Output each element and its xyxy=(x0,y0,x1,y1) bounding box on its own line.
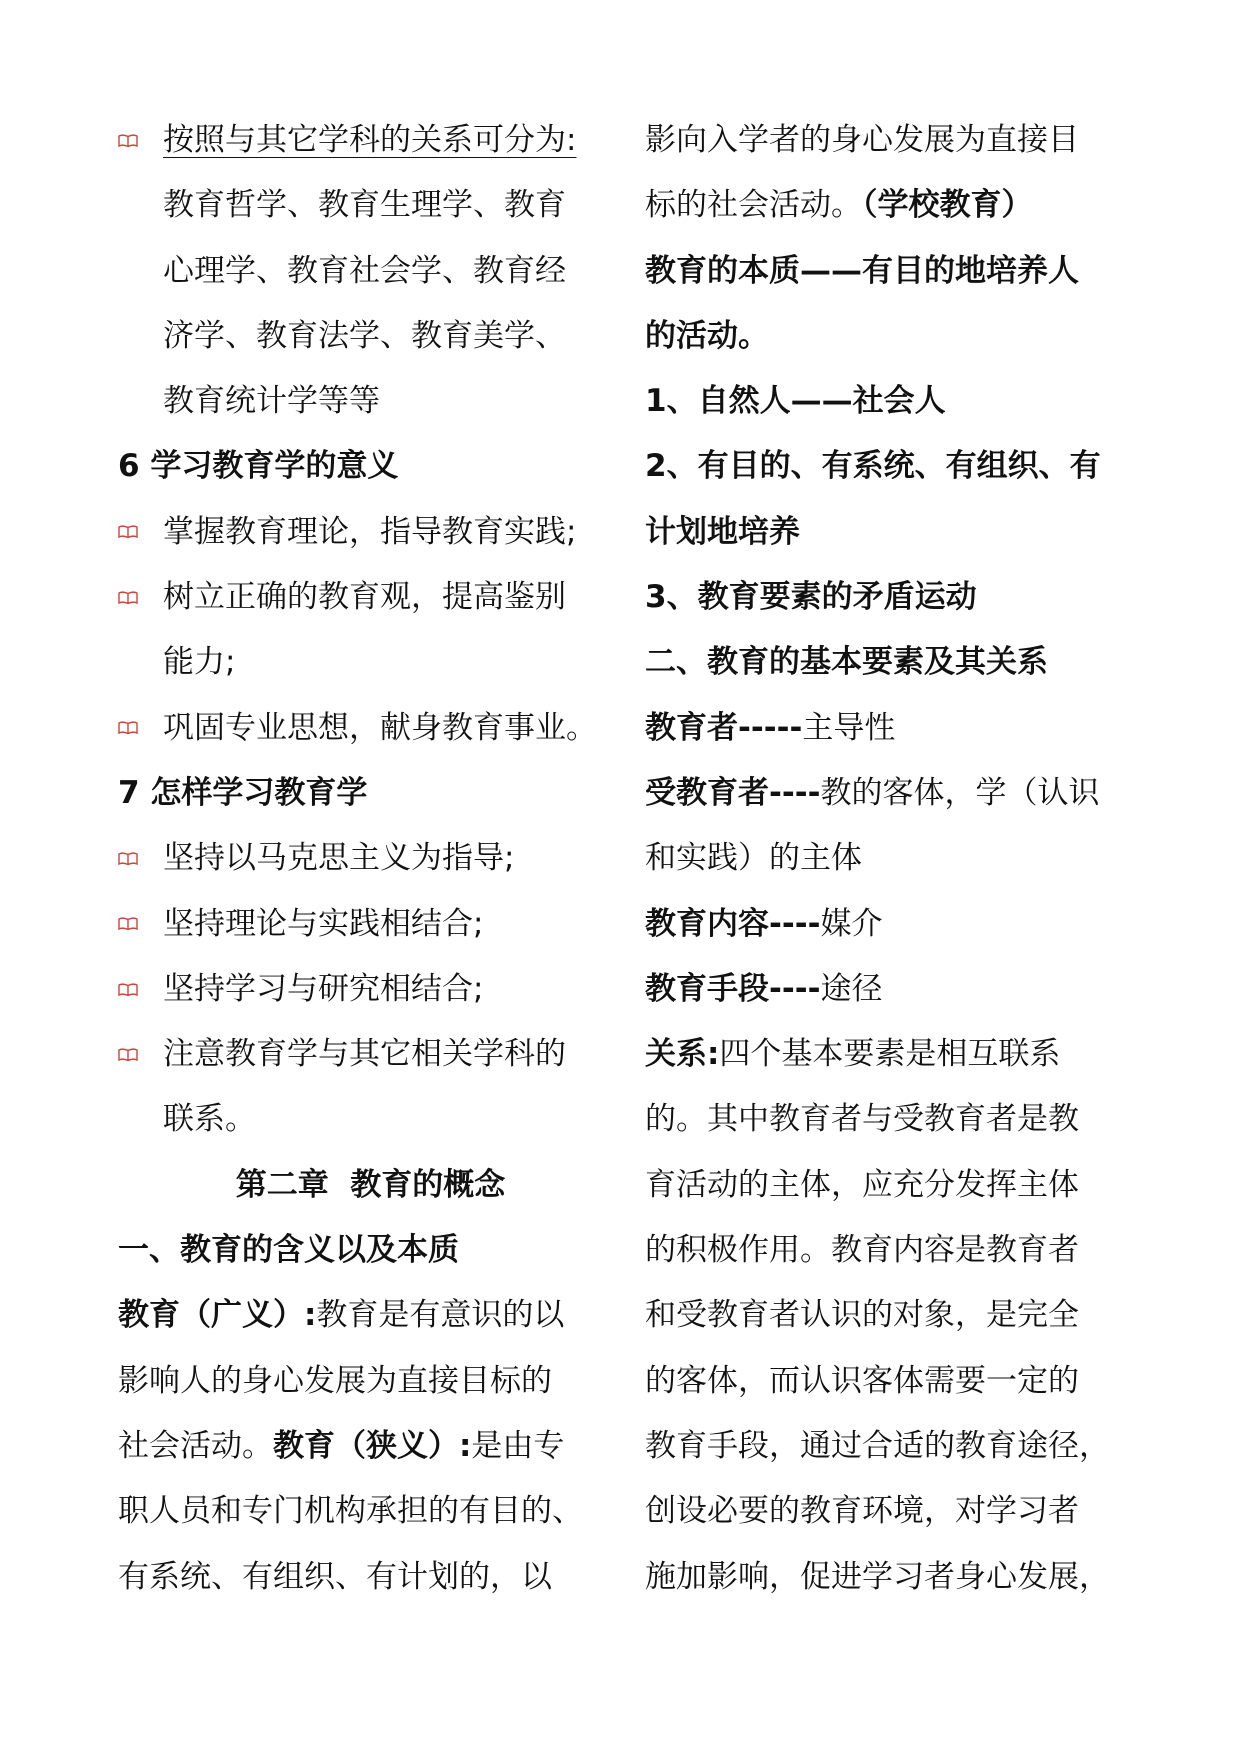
list-item-text: 坚持学习与研究相结合; xyxy=(163,970,484,1007)
relation-line: 施加影响，促进学习者身心发展， xyxy=(645,1558,1110,1595)
classification-line: 教育统计学等等 xyxy=(163,383,380,420)
open-book-icon xyxy=(118,500,140,565)
list-item xyxy=(118,1022,623,1087)
element-line xyxy=(645,696,1135,761)
essence-line: 教育的本质——有目的地培养人 xyxy=(645,252,1079,289)
element-value: 教的客体，学（认识 xyxy=(820,774,1100,811)
definition-line xyxy=(118,1283,623,1348)
point-item: 1、自然人——社会人 xyxy=(645,383,946,420)
element-label: 教育内容---- xyxy=(645,905,821,942)
element-value: 途径 xyxy=(820,970,883,1007)
section-heading: 一、教育的含义以及本质 xyxy=(118,1232,459,1269)
list-item-text: 巩固专业思想，献身教育事业。 xyxy=(163,709,597,746)
list-item xyxy=(118,892,623,957)
point-item: 3、教育要素的矛盾运动 xyxy=(645,579,977,616)
continuation-text: 标的社会活动。 xyxy=(645,187,862,224)
relation-line: 教育手段，通过合适的教育途径， xyxy=(645,1427,1110,1464)
open-book-icon xyxy=(118,892,140,957)
left-column xyxy=(118,108,623,1610)
relation-line: 育活动的主体，应充分发挥主体 xyxy=(645,1166,1079,1203)
section-heading: 6 学习教育学的意义 xyxy=(118,448,399,485)
definition-line: 有系统、有组织、有计划的，以 xyxy=(118,1558,552,1595)
list-item-text: 注意教育学与其它相关学科的 xyxy=(163,1036,566,1073)
list-item xyxy=(118,500,623,565)
narrow-definition-label: 教育（狭义）: xyxy=(273,1427,472,1464)
definition-line: 影响人的身心发展为直接目标的 xyxy=(118,1362,552,1399)
relation-label: 关系: xyxy=(645,1036,720,1073)
definition-text: 社会活动。 xyxy=(118,1427,273,1464)
element-line xyxy=(645,761,1135,826)
relation-text: 四个基本要素是相互联系 xyxy=(719,1036,1061,1073)
relation-line: 创设必要的教育环境，对学习者 xyxy=(645,1493,1079,1530)
element-value: 主导性 xyxy=(802,709,896,746)
relation-line: 的客体，而认识客体需要一定的 xyxy=(645,1362,1079,1399)
list-item xyxy=(118,826,623,891)
definition-line: 职人员和专门机构承担的有目的、 xyxy=(118,1493,583,1530)
list-item-text: 掌握教育理论，指导教育实践; xyxy=(163,513,577,550)
classification-intro: 按照与其它学科的关系可分为: xyxy=(163,122,577,158)
list-item xyxy=(118,696,623,761)
list-item-continuation: 联系。 xyxy=(163,1101,256,1138)
list-item-text: 树立正确的教育观，提高鉴别 xyxy=(163,579,566,616)
classification-line: 心理学、教育社会学、教育经 xyxy=(163,252,566,289)
open-book-icon xyxy=(118,108,140,173)
relation-line: 的。其中教育者与受教育者是教 xyxy=(645,1101,1079,1138)
section-heading: 7 怎样学习教育学 xyxy=(118,774,368,811)
section-heading: 二、教育的基本要素及其关系 xyxy=(645,644,1048,681)
list-item-text: 坚持以马克思主义为指导; xyxy=(163,840,515,877)
classification-line: 教育哲学、教育生理学、教育 xyxy=(163,187,566,224)
list-item xyxy=(118,957,623,1022)
right-column xyxy=(645,108,1135,1610)
relation-line: 的积极作用。教育内容是教育者 xyxy=(645,1232,1079,1269)
element-value: 媒介 xyxy=(820,905,883,942)
list-item-text: 坚持理论与实践相结合; xyxy=(163,905,484,942)
open-book-icon xyxy=(118,696,140,761)
definition-text: 教育是有意识的以 xyxy=(316,1297,565,1334)
element-line xyxy=(645,892,1135,957)
school-education-label: （学校教育） xyxy=(862,187,1033,224)
broad-definition-label: 教育（广义）: xyxy=(118,1297,317,1334)
element-line: 和实践）的主体 xyxy=(645,840,862,877)
definition-text: 是由专 xyxy=(471,1427,565,1464)
essence-line: 的活动。 xyxy=(645,317,769,354)
element-line xyxy=(645,957,1135,1022)
definition-line xyxy=(118,1414,623,1479)
list-item xyxy=(118,108,623,173)
classification-line: 济学、教育法学、教育美学、 xyxy=(163,317,566,354)
element-label: 受教育者---- xyxy=(645,774,821,811)
continuation-line: 影向入学者的身心发展为直接目 xyxy=(645,122,1079,158)
relation-line xyxy=(645,1022,1135,1087)
open-book-icon xyxy=(118,565,140,630)
element-label: 教育者----- xyxy=(645,709,803,746)
element-label: 教育手段---- xyxy=(645,970,821,1007)
continuation-line xyxy=(645,173,1135,238)
chapter-title: 第二章 教育的概念 xyxy=(235,1166,506,1203)
point-item: 计划地培养 xyxy=(645,513,800,550)
open-book-icon xyxy=(118,957,140,1022)
open-book-icon xyxy=(118,826,140,891)
point-item: 2、有目的、有系统、有组织、有 xyxy=(645,448,1101,485)
open-book-icon xyxy=(118,1022,140,1087)
list-item-continuation: 能力; xyxy=(163,644,236,681)
relation-line: 和受教育者认识的对象，是完全 xyxy=(645,1297,1079,1334)
list-item xyxy=(118,565,623,630)
